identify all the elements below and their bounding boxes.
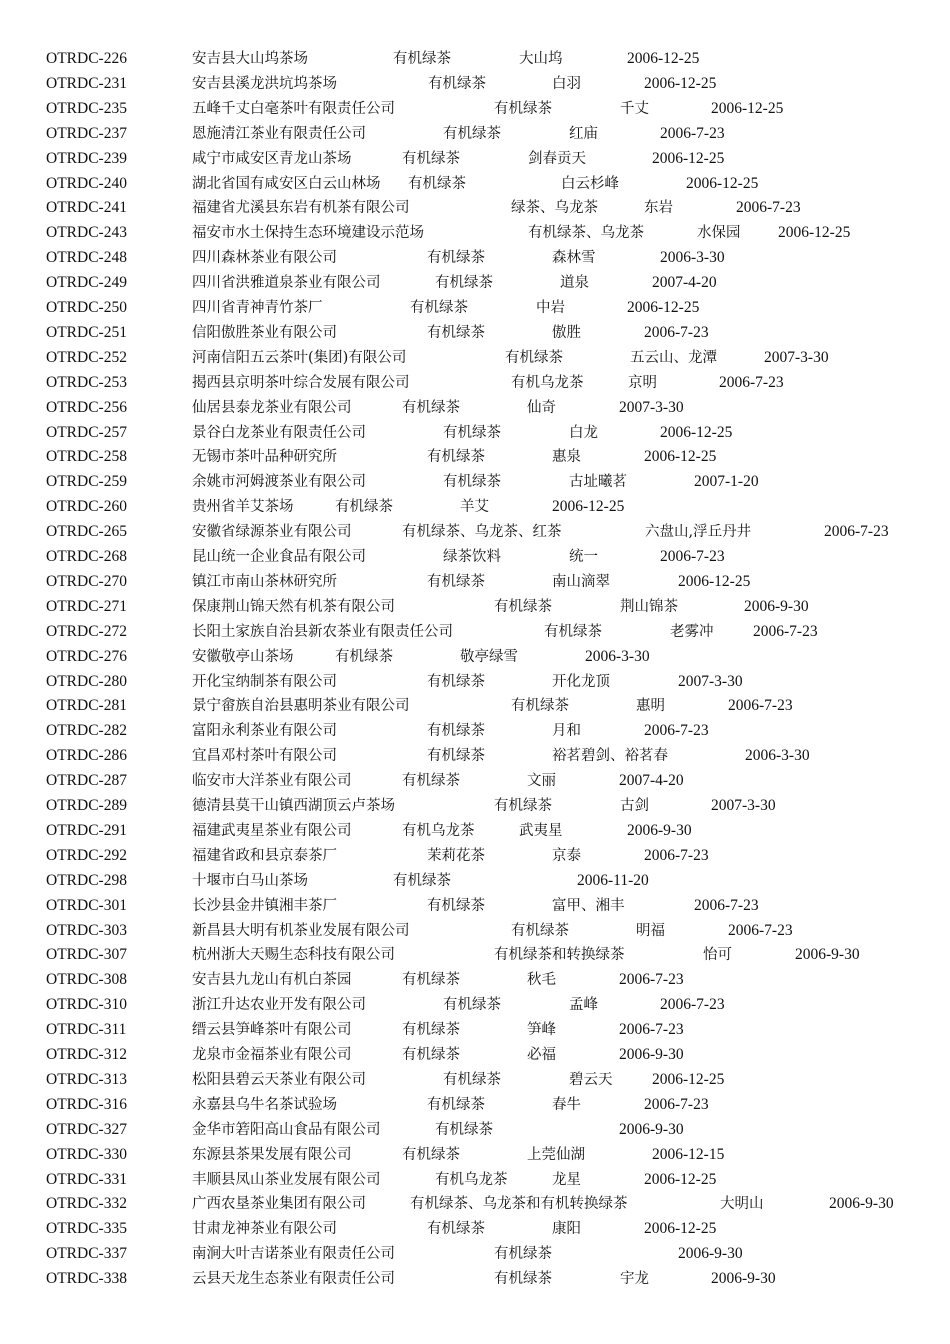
- issue-date: 2007-4-20: [619, 772, 684, 790]
- certificate-code: OTRDC-303: [46, 921, 127, 939]
- issue-date: 2006-7-23: [736, 199, 801, 217]
- brand-name: 月和: [552, 723, 581, 740]
- product-type: 有机绿茶: [402, 1022, 460, 1039]
- table-row: [0, 871, 950, 891]
- table-row: [0, 223, 950, 243]
- company-name: 金华市箬阳高山食品有限公司: [192, 1121, 381, 1138]
- brand-name: 荆山锦茶: [620, 598, 678, 615]
- issue-date: 2006-9-30: [619, 1120, 684, 1138]
- brand-name: 孟峰: [569, 997, 598, 1014]
- certificate-code: OTRDC-310: [46, 996, 127, 1014]
- table-row: [0, 622, 950, 642]
- company-name: 余姚市河姆渡茶业有限公司: [192, 474, 366, 491]
- issue-date: 2006-9-30: [678, 1245, 743, 1263]
- certificate-code: OTRDC-259: [46, 473, 127, 491]
- brand-name: 红庙: [569, 125, 598, 142]
- product-type: 有机绿茶: [443, 424, 501, 441]
- product-type: 有机绿茶和转换绿茶: [494, 947, 625, 964]
- brand-name: 剑春贡天: [528, 150, 586, 167]
- issue-date: 2006-12-25: [552, 498, 625, 516]
- issue-date: 2006-7-23: [619, 971, 684, 989]
- company-name: 河南信阳五云茶叶(集团)有限公司: [192, 349, 407, 366]
- company-name: 无锡市茶叶品种研究所: [192, 449, 337, 466]
- issue-date: 2006-12-25: [644, 448, 717, 466]
- issue-date: 2006-9-30: [795, 946, 860, 964]
- table-row: [0, 995, 950, 1015]
- issue-date: 2006-7-23: [644, 323, 709, 341]
- table-row: [0, 49, 950, 69]
- brand-name: 傲胜: [552, 324, 581, 341]
- issue-date: 2006-9-30: [829, 1195, 894, 1213]
- product-type: 有机绿茶: [494, 1246, 552, 1263]
- certificate-code: OTRDC-248: [46, 249, 127, 267]
- company-name: 宜昌邓村茶叶有限公司: [192, 748, 337, 765]
- brand-name: 秋毛: [527, 972, 556, 989]
- company-name: 缙云县笋峰茶叶有限公司: [192, 1022, 352, 1039]
- brand-name: 中岩: [536, 300, 565, 316]
- certificate-code: OTRDC-243: [46, 224, 127, 242]
- brand-name: 龙星: [552, 1171, 581, 1188]
- table-row: [0, 647, 950, 667]
- table-row: [0, 497, 950, 517]
- certificate-code: OTRDC-308: [46, 971, 127, 989]
- product-type: 有机绿茶、乌龙茶和有机转换绿茶: [410, 1196, 628, 1213]
- issue-date: 2006-12-25: [652, 149, 725, 167]
- product-type: 有机绿茶: [443, 474, 501, 491]
- brand-name: 古址曦茗: [569, 474, 627, 491]
- brand-name: 笋峰: [527, 1022, 556, 1039]
- issue-date: 2006-7-23: [644, 1095, 709, 1113]
- issue-date: 2006-7-23: [644, 722, 709, 740]
- issue-date: 2006-12-25: [627, 299, 700, 316]
- certificate-code: OTRDC-316: [46, 1095, 127, 1113]
- brand-name: 白云杉峰: [561, 175, 619, 192]
- company-name: 龙泉市金福茶业有限公司: [192, 1047, 352, 1063]
- brand-name: 京明: [628, 374, 657, 391]
- brand-name: 水保园: [697, 225, 741, 242]
- certificate-code: OTRDC-240: [46, 174, 127, 192]
- issue-date: 2006-9-30: [619, 1046, 684, 1063]
- brand-name: 敬亭绿雪: [460, 648, 518, 665]
- issue-date: 2007-4-20: [652, 274, 717, 292]
- company-name: 甘肃龙神茶业有限公司: [192, 1221, 337, 1238]
- issue-date: 2007-3-30: [619, 398, 684, 416]
- brand-name: 碧云天: [569, 1071, 613, 1088]
- company-name: 浙江升达农业开发有限公司: [192, 997, 366, 1014]
- issue-date: 2007-1-20: [694, 473, 759, 491]
- certificate-code: OTRDC-251: [46, 323, 127, 341]
- certificate-code: OTRDC-252: [46, 348, 127, 366]
- issue-date: 2006-7-23: [644, 846, 709, 864]
- product-type: 有机绿茶: [427, 673, 485, 690]
- product-type: 有机绿茶: [427, 723, 485, 740]
- table-row: [0, 846, 950, 866]
- company-name: 仙居县泰龙茶业有限公司: [192, 399, 352, 416]
- product-type: 有机绿茶: [435, 1121, 493, 1138]
- issue-date: 2006-12-25: [627, 50, 700, 67]
- product-type: 茉莉花茶: [427, 847, 485, 864]
- issue-date: 2006-3-30: [660, 249, 725, 267]
- brand-name: 森林雪: [552, 250, 596, 267]
- product-type: 有机绿茶: [435, 275, 493, 292]
- company-name: 开化宝纳制茶有限公司: [192, 673, 337, 690]
- brand-name: 京泰: [552, 847, 581, 864]
- brand-name: 老雾冲: [670, 623, 714, 640]
- company-name: 南涧大叶吉诺茶业有限责任公司: [192, 1246, 395, 1263]
- brand-name: 道泉: [560, 275, 589, 292]
- brand-name: 开化龙顶: [552, 673, 610, 690]
- company-name: 十堰市白马山茶场: [192, 872, 308, 889]
- brand-name: 文丽: [527, 773, 556, 790]
- product-type: 有机绿茶: [410, 300, 468, 316]
- issue-date: 2006-12-15: [652, 1145, 725, 1163]
- company-name: 云县天龙生态茶业有限责任公司: [192, 1271, 395, 1288]
- company-name: 信阳傲胜茶业有限公司: [192, 324, 337, 341]
- company-name: 广西农垦茶业集团有限公司: [192, 1196, 366, 1213]
- product-type: 有机绿茶: [427, 250, 485, 267]
- certificate-code: OTRDC-307: [46, 946, 127, 964]
- company-name: 咸宁市咸安区青龙山茶场: [192, 150, 352, 167]
- table-row: [0, 99, 950, 119]
- table-row: [0, 248, 950, 268]
- brand-name: 仙奇: [527, 399, 556, 416]
- table-row: [0, 572, 950, 592]
- table-row: [0, 746, 950, 766]
- table-row: [0, 1244, 950, 1264]
- certificate-code: OTRDC-337: [46, 1245, 127, 1263]
- table-row: [0, 1045, 950, 1065]
- brand-name: 大山坞: [519, 51, 563, 67]
- issue-date: 2006-9-30: [744, 597, 809, 615]
- issue-date: 2006-7-23: [660, 996, 725, 1014]
- company-name: 福建武夷星茶业有限公司: [192, 822, 352, 839]
- certificate-code: OTRDC-291: [46, 821, 127, 839]
- certificate-code: OTRDC-298: [46, 871, 127, 889]
- issue-date: 2006-12-25: [644, 1220, 717, 1238]
- company-name: 昆山统一企业食品有限公司: [192, 549, 366, 565]
- product-type: 有机绿茶: [427, 573, 485, 590]
- brand-name: 古剑: [620, 798, 649, 814]
- certificate-code: OTRDC-338: [46, 1270, 127, 1288]
- issue-date: 2006-7-23: [694, 896, 759, 914]
- company-name: 永嘉县乌牛名茶试验场: [192, 1096, 337, 1113]
- certificate-code: OTRDC-253: [46, 373, 127, 391]
- issue-date: 2006-12-25: [644, 1170, 717, 1188]
- product-type: 有机乌龙茶: [402, 822, 475, 839]
- brand-name: 明福: [636, 922, 665, 939]
- table-row: [0, 1194, 950, 1214]
- table-row: [0, 945, 950, 965]
- product-type: 有机乌龙茶: [435, 1171, 508, 1188]
- table-row: [0, 1020, 950, 1040]
- certificate-code: OTRDC-256: [46, 398, 127, 416]
- product-type: 有机绿茶: [511, 698, 569, 715]
- product-type: 有机绿茶: [408, 175, 466, 192]
- issue-date: 2006-12-25: [711, 99, 784, 117]
- table-row: [0, 597, 950, 617]
- product-type: 有机绿茶: [494, 798, 552, 814]
- issue-date: 2006-12-25: [652, 1070, 725, 1088]
- table-row: [0, 821, 950, 841]
- product-type: 有机绿茶: [402, 773, 460, 790]
- product-type: 有机绿茶: [443, 1071, 501, 1088]
- issue-date: 2006-12-25: [660, 423, 733, 441]
- company-name: 安吉县九龙山有机白茶园: [192, 972, 352, 989]
- certificate-code: OTRDC-311: [46, 1021, 127, 1039]
- table-row: [0, 796, 950, 816]
- table-row: [0, 423, 950, 443]
- table-row: [0, 896, 950, 916]
- issue-date: 2006-7-23: [753, 622, 818, 640]
- certificate-code: OTRDC-289: [46, 797, 127, 814]
- table-row: [0, 1170, 950, 1190]
- certificate-code: OTRDC-312: [46, 1046, 127, 1063]
- table-row: [0, 522, 950, 542]
- certificate-code: OTRDC-258: [46, 448, 127, 466]
- brand-name: 怡可: [703, 947, 732, 964]
- company-name: 安徽敬亭山茶场: [192, 648, 294, 665]
- certificate-code: OTRDC-282: [46, 722, 127, 740]
- product-type: 有机绿茶: [427, 1221, 485, 1238]
- certificate-code: OTRDC-313: [46, 1070, 127, 1088]
- certificate-code: OTRDC-281: [46, 697, 127, 715]
- certificate-code: OTRDC-287: [46, 772, 127, 790]
- certificate-code: OTRDC-330: [46, 1145, 127, 1163]
- issue-date: 2007-3-30: [678, 672, 743, 690]
- table-row: [0, 1095, 950, 1115]
- table-row: [0, 298, 950, 318]
- issue-date: 2006-12-25: [644, 74, 717, 92]
- company-name: 贵州省羊艾茶场: [192, 499, 294, 516]
- certificate-code: OTRDC-280: [46, 672, 127, 690]
- product-type: 有机绿茶: [544, 623, 602, 640]
- product-type: 有机绿茶: [494, 1271, 552, 1288]
- company-name: 湖北省国有咸安区白云山林场: [192, 175, 381, 192]
- brand-name: 千丈: [620, 100, 649, 117]
- table-row: [0, 174, 950, 194]
- brand-name: 大明山: [720, 1196, 764, 1213]
- table-row: [0, 323, 950, 343]
- company-name: 四川省洪雅道泉茶业有限公司: [192, 275, 381, 292]
- table-row: [0, 74, 950, 94]
- issue-date: 2006-9-30: [627, 821, 692, 839]
- issue-date: 2006-9-30: [711, 1270, 776, 1288]
- company-name: 景谷白龙茶业有限责任公司: [192, 424, 366, 441]
- company-name: 丰顺县凤山茶业发展有限公司: [192, 1171, 381, 1188]
- company-name: 富阳永利茶业有限公司: [192, 723, 337, 740]
- table-row: [0, 1219, 950, 1239]
- brand-name: 武夷星: [519, 822, 563, 839]
- product-type: 有机绿茶: [427, 897, 485, 914]
- certificate-code: OTRDC-260: [46, 498, 127, 516]
- product-type: 有机绿茶: [511, 922, 569, 939]
- company-name: 松阳县碧云天茶业有限公司: [192, 1071, 366, 1088]
- certificate-code: OTRDC-268: [46, 548, 127, 565]
- brand-name: 东岩: [644, 200, 673, 217]
- table-row: [0, 124, 950, 144]
- company-name: 镇江市南山茶林研究所: [192, 573, 337, 590]
- brand-name: 六盘山,浮丘丹井: [645, 524, 752, 541]
- product-type: 有机绿茶: [427, 748, 485, 765]
- table-row: [0, 1269, 950, 1289]
- brand-name: 南山滴翠: [552, 573, 610, 590]
- brand-name: 羊艾: [460, 499, 489, 516]
- product-type: 有机绿茶、乌龙茶: [528, 225, 644, 242]
- product-type: 有机绿茶: [393, 51, 451, 67]
- certificate-code: OTRDC-270: [46, 572, 127, 590]
- table-row: [0, 1145, 950, 1165]
- product-type: 有机绿茶: [402, 399, 460, 416]
- certificate-code: OTRDC-237: [46, 124, 127, 142]
- issue-date: 2006-3-30: [745, 747, 810, 765]
- company-name: 五峰千丈白毫茶叶有限责任公司: [192, 100, 395, 117]
- issue-date: 2006-7-23: [728, 921, 793, 939]
- certificate-code: OTRDC-231: [46, 74, 127, 92]
- certificate-code: OTRDC-332: [46, 1195, 127, 1213]
- table-row: [0, 1120, 950, 1140]
- brand-name: 必福: [527, 1047, 556, 1063]
- certificate-code: OTRDC-235: [46, 99, 127, 117]
- certificate-code: OTRDC-286: [46, 747, 127, 765]
- company-name: 长沙县金井镇湘丰茶厂: [192, 897, 337, 914]
- issue-date: 2006-12-25: [778, 224, 851, 242]
- company-name: 景宁畲族自治县惠明茶业有限公司: [192, 698, 410, 715]
- certificate-code: OTRDC-241: [46, 199, 127, 217]
- product-type: 有机绿茶: [402, 1047, 460, 1063]
- table-row: [0, 373, 950, 393]
- table-row: [0, 672, 950, 692]
- certificate-code: OTRDC-239: [46, 149, 127, 167]
- brand-name: 五云山、龙潭: [630, 349, 717, 366]
- product-type: 有机绿茶: [494, 598, 552, 615]
- table-row: [0, 771, 950, 791]
- certificate-code: OTRDC-272: [46, 622, 127, 640]
- company-name: 福安市水土保持生态环境建设示范场: [192, 225, 424, 242]
- issue-date: 2006-7-23: [719, 373, 784, 391]
- product-type: 有机绿茶: [505, 349, 563, 366]
- table-row: [0, 398, 950, 418]
- table-row: [0, 721, 950, 741]
- issue-date: 2006-11-20: [577, 871, 649, 889]
- product-type: 有机绿茶: [428, 75, 486, 92]
- certificate-code: OTRDC-292: [46, 846, 127, 864]
- certificate-code: OTRDC-265: [46, 523, 127, 541]
- company-name: 临安市大洋茶业有限公司: [192, 773, 352, 790]
- issue-date: 2006-7-23: [619, 1021, 684, 1039]
- product-type: 有机绿茶: [402, 1146, 460, 1163]
- table-row: [0, 1070, 950, 1090]
- table-row: [0, 921, 950, 941]
- certificate-code: OTRDC-271: [46, 597, 127, 615]
- table-row: [0, 547, 950, 567]
- brand-name: 惠明: [636, 698, 665, 715]
- certificate-code: OTRDC-327: [46, 1120, 127, 1138]
- certificate-code: OTRDC-276: [46, 647, 127, 665]
- product-type: 有机绿茶、乌龙茶、红茶: [402, 524, 562, 541]
- brand-name: 宇龙: [620, 1271, 649, 1288]
- company-name: 德清县莫干山镇西湖顶云卢茶场: [192, 798, 395, 814]
- issue-date: 2006-12-25: [686, 174, 759, 192]
- brand-name: 康阳: [552, 1221, 581, 1238]
- certificate-code: OTRDC-257: [46, 423, 127, 441]
- product-type: 有机乌龙茶: [511, 374, 584, 391]
- product-type: 绿茶、乌龙茶: [511, 200, 598, 217]
- brand-name: 春牛: [552, 1096, 581, 1113]
- certificate-code: OTRDC-335: [46, 1220, 127, 1238]
- table-row: [0, 472, 950, 492]
- product-type: 有机绿茶: [443, 125, 501, 142]
- product-type: 有机绿茶: [335, 648, 393, 665]
- issue-date: 2006-7-23: [660, 124, 725, 142]
- product-type: 有机绿茶: [402, 150, 460, 167]
- product-type: 有机绿茶: [494, 100, 552, 117]
- company-name: 东源县茶果发展有限公司: [192, 1146, 352, 1163]
- issue-date: 2006-7-23: [824, 523, 889, 541]
- issue-date: 2007-3-30: [711, 797, 776, 814]
- product-type: 有机绿茶: [427, 449, 485, 466]
- certificate-code: OTRDC-249: [46, 274, 127, 292]
- company-name: 福建省政和县京泰茶厂: [192, 847, 337, 864]
- table-row: [0, 149, 950, 169]
- table-row: [0, 970, 950, 990]
- company-name: 恩施清江茶业有限责任公司: [192, 125, 366, 142]
- product-type: 有机绿茶: [427, 1096, 485, 1113]
- product-type: 有机绿茶: [393, 872, 451, 889]
- company-name: 四川省青神青竹茶厂: [192, 300, 323, 316]
- product-type: 有机绿茶: [427, 324, 485, 341]
- company-name: 新昌县大明有机茶业发展有限公司: [192, 922, 410, 939]
- product-type: 有机绿茶: [443, 997, 501, 1014]
- product-type: 绿茶饮料: [443, 549, 501, 565]
- company-name: 保康荆山锦天然有机茶有限公司: [192, 598, 395, 615]
- company-name: 福建省尤溪县东岩有机茶有限公司: [192, 200, 410, 217]
- certificate-code: OTRDC-250: [46, 299, 127, 316]
- brand-name: 白羽: [552, 75, 581, 92]
- issue-date: 2007-3-30: [764, 348, 829, 366]
- table-row: [0, 273, 950, 293]
- company-name: 杭州浙大天赐生态科技有限公司: [192, 947, 395, 964]
- issue-date: 2006-7-23: [728, 697, 793, 715]
- table-row: [0, 447, 950, 467]
- brand-name: 白龙: [569, 424, 598, 441]
- company-name: 安徽省绿源茶业有限公司: [192, 524, 352, 541]
- company-name: 安吉县大山坞茶场: [192, 51, 308, 67]
- company-name: 安吉县溪龙洪坑坞茶场: [192, 75, 337, 92]
- brand-name: 裕茗碧剑、裕茗春: [552, 748, 668, 765]
- brand-name: 惠泉: [552, 449, 581, 466]
- issue-date: 2006-3-30: [585, 647, 650, 665]
- issue-date: 2006-12-25: [678, 572, 751, 590]
- company-name: 四川森林茶业有限公司: [192, 250, 337, 267]
- brand-name: 富甲、湘丰: [552, 897, 625, 914]
- product-type: 有机绿茶: [335, 499, 393, 516]
- table-row: [0, 696, 950, 716]
- brand-name: 上莞仙湖: [527, 1146, 585, 1163]
- company-name: 揭西县京明茶叶综合发展有限公司: [192, 374, 410, 391]
- certificate-code: OTRDC-331: [46, 1170, 127, 1188]
- certificate-code: OTRDC-226: [46, 50, 127, 67]
- brand-name: 统一: [569, 549, 598, 565]
- issue-date: 2006-7-23: [660, 548, 725, 565]
- table-row: [0, 198, 950, 218]
- certificate-code: OTRDC-301: [46, 896, 127, 914]
- table-row: [0, 348, 950, 368]
- company-name: 长阳土家族自治县新农茶业有限责任公司: [192, 623, 453, 640]
- product-type: 有机绿茶: [402, 972, 460, 989]
